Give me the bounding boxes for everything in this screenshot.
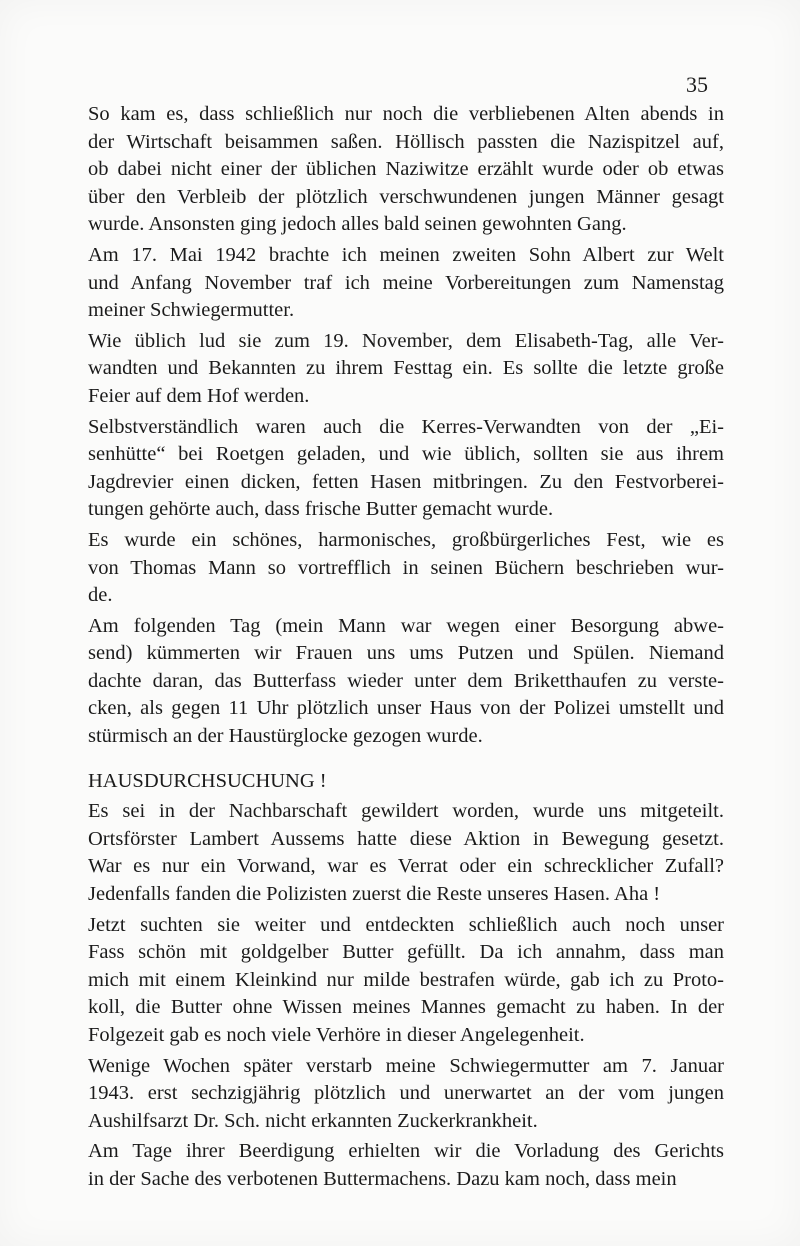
text-line: War es nur ein Vorwand, war es Verrat oder ein schrecklicher Zufall?: [88, 855, 724, 878]
text-line: stürmisch an der Haustürglocke gezogen wurde.: [88, 725, 483, 748]
text-line: Wenige Wochen später verstarb meine Schwiegermutter am 7. Januar: [88, 1054, 724, 1077]
heading-spacer: [88, 754, 724, 768]
paragraph: [88, 527, 724, 610]
text-line: ob dabei nicht einer der üblichen Naziwitze erzählt wurde oder ob etwas: [88, 158, 724, 181]
text-line: Feier auf dem Hof werden.: [88, 384, 310, 407]
paragraph: [88, 1053, 724, 1136]
text-line: 1943. erst sechzigjährig plötzlich und unerwartet an der vom jungen: [88, 1082, 724, 1105]
text-line: cken, als gegen 11 Uhr plötzlich unser Haus von der Polizei umstellt und: [88, 697, 724, 720]
text-line: de.: [88, 584, 113, 607]
paragraph: [88, 101, 724, 239]
text-line: über den Verbleib der plötzlich verschwundenen jungen Männer gesagt: [88, 185, 724, 208]
text-line: Selbstverständlich waren auch die Kerres-Verwandten von der „Ei-: [88, 415, 724, 438]
paragraph: [88, 912, 724, 1050]
paragraph: [88, 328, 724, 411]
heading-line: HAUSDURCHSUCHUNG !: [88, 769, 327, 792]
text-line: tungen gehörte auch, dass frische Butter gemacht wurde.: [88, 498, 554, 521]
text-line: senhütte“ bei Roetgen geladen, und wie üblich, sollten sie aus ihrem: [88, 443, 724, 466]
paragraph: [88, 798, 724, 908]
text-line: koll, die Butter ohne Wissen meines Mannes gemacht zu haben. In der: [88, 996, 724, 1019]
text-line: Jedenfalls fanden die Polizisten zuerst die Reste unseres Hasen. Aha !: [88, 883, 661, 906]
text-line: So kam es, dass schließlich nur noch die verbliebenen Alten abends in: [88, 103, 724, 125]
text-line: Am Tage ihrer Beerdigung erhielten wir die Vorladung des Gerichts: [88, 1140, 724, 1163]
text-line: Es sei in der Nachbarschaft gewildert worden, wurde uns mitgeteilt.: [88, 800, 724, 823]
paragraph: [88, 242, 724, 325]
section-heading: [88, 768, 724, 796]
text-line: Fass schön mit goldgelber Butter gefüllt. Da ich annahm, dass man: [88, 941, 724, 964]
body-text: [88, 101, 724, 1197]
text-line: wurde. Ansonsten ging jedoch alles bald seinen gewohnten Gang.: [88, 213, 627, 236]
text-line: Am 17. Mai 1942 brachte ich meinen zweiten Sohn Albert zur Welt: [88, 243, 724, 266]
text-line: Wie üblich lud sie zum 19. November, dem Elisabeth-Tag, alle Ver-: [88, 329, 724, 352]
text-line: der Wirtschaft beisammen saßen. Höllisch passten die Nazispitzel auf,: [88, 130, 724, 153]
text-line: von Thomas Mann so vortrefflich in seinen Büchern beschrieben wur-: [88, 556, 724, 579]
text-line: Ortsförster Lambert Aussems hatte diese Aktion in Bewegung gesetzt.: [88, 827, 724, 850]
text-line: Aushilfsarzt Dr. Sch. nicht erkannten Zuckerkrankheit.: [88, 1109, 538, 1132]
paragraph: [88, 613, 724, 751]
page-number: 35: [686, 72, 708, 97]
text-line: dachte daran, das Butterfass wieder unter dem Briketthaufen zu verste-: [88, 669, 724, 692]
text-line: meiner Schwiegermutter.: [88, 299, 295, 322]
text-line: send) kümmerten wir Frauen uns ums Putzen und Spülen. Niemand: [88, 642, 724, 665]
text-line: Es wurde ein schönes, harmonisches, großbürgerliches Fest, wie es: [88, 528, 724, 551]
text-line: Am folgenden Tag (mein Mann war wegen einer Besorgung abwe-: [88, 614, 724, 637]
paragraph: [88, 1138, 724, 1193]
text-line: mich mit einem Kleinkind nur milde bestrafen würde, gab ich zu Proto-: [88, 968, 724, 991]
paragraph: [88, 414, 724, 524]
text-line: wandten und Bekannten zu ihrem Festtag ein. Es sollte die letzte große: [88, 357, 724, 380]
text-line: in der Sache des verbotenen Buttermachens. Dazu kam noch, dass mein: [88, 1167, 677, 1190]
text-line: Jagdrevier einen dicken, fetten Hasen mitbringen. Zu den Festvorberei-: [88, 470, 724, 493]
text-line: Folgezeit gab es noch viele Verhöre in dieser Angelegenheit.: [88, 1024, 585, 1046]
text-line: Jetzt suchten sie weiter und entdeckten schließlich auch noch unser: [88, 913, 724, 936]
text-line: und Anfang November traf ich meine Vorbereitungen zum Namenstag: [88, 271, 724, 294]
